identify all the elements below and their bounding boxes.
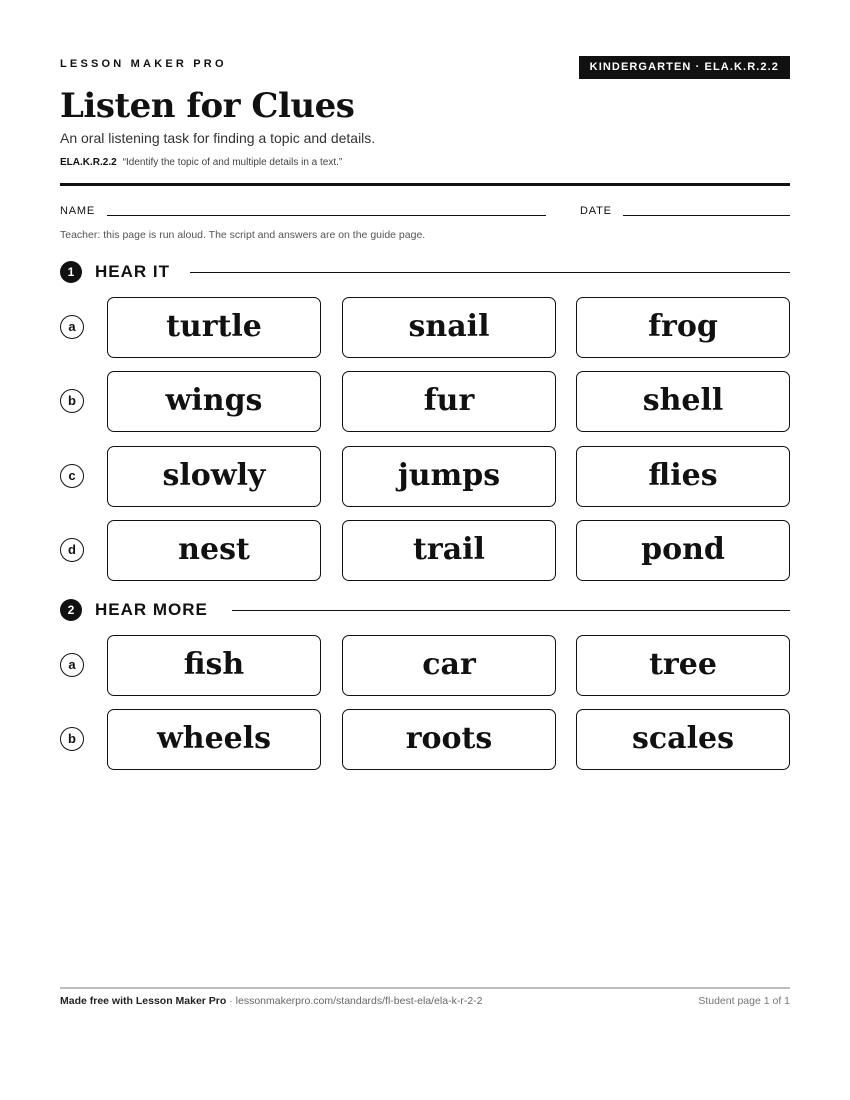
section-rule — [232, 610, 790, 611]
footer-page-label: Student page 1 of 1 — [698, 995, 790, 1007]
standard-text: “Identify the topic of and multiple details in a text.” — [122, 157, 343, 168]
word-card[interactable]: jumps — [342, 446, 556, 507]
word-card[interactable]: fur — [342, 371, 556, 432]
word-card[interactable]: wheels — [107, 709, 321, 770]
date-field[interactable] — [623, 215, 790, 216]
word-card[interactable]: tree — [576, 635, 790, 696]
word-card[interactable]: slowly — [107, 446, 321, 507]
row-letter-badge: d — [60, 538, 84, 562]
footer-made-with: Made free with Lesson Maker Pro — [60, 995, 227, 1007]
section-hear-more — [60, 598, 790, 620]
row-letter-badge: b — [60, 727, 84, 751]
word-card[interactable]: wings — [107, 371, 321, 432]
name-date-row — [60, 204, 790, 220]
standard-line — [60, 157, 342, 168]
footer-divider — [60, 987, 790, 989]
word-card[interactable]: roots — [342, 709, 556, 770]
word-card[interactable]: nest — [107, 520, 321, 581]
top-bar — [60, 56, 790, 80]
page-title: Listen for Clues — [60, 86, 355, 126]
word-card[interactable]: fish — [107, 635, 321, 696]
grade-badge: KINDERGARTEN · ELA.K.R.2.2 — [579, 56, 790, 79]
row-letter-badge: a — [60, 653, 84, 677]
name-label: NAME — [60, 205, 95, 217]
word-row — [60, 297, 790, 359]
header-divider — [60, 183, 790, 186]
word-card[interactable]: frog — [576, 297, 790, 358]
section-number: 1 — [60, 261, 82, 283]
word-card[interactable]: trail — [342, 520, 556, 581]
brand-name: LESSON MAKER PRO — [60, 58, 227, 70]
date-label: DATE — [580, 205, 612, 217]
word-card[interactable]: turtle — [107, 297, 321, 358]
row-letter-badge: a — [60, 315, 84, 339]
worksheet-page — [60, 0, 790, 1100]
row-letter-badge: c — [60, 464, 84, 488]
word-card[interactable]: scales — [576, 709, 790, 770]
word-row — [60, 520, 790, 582]
section-title: HEAR MORE — [95, 600, 208, 619]
word-row — [60, 709, 790, 771]
word-row — [60, 635, 790, 697]
word-card[interactable]: flies — [576, 446, 790, 507]
section-title: HEAR IT — [95, 262, 170, 281]
footer-credit — [60, 995, 483, 1007]
section-number: 2 — [60, 599, 82, 621]
footer-url[interactable]: lessonmakerpro.com/standards/fl-best-ela/ela-k-r-2-2 — [235, 995, 483, 1007]
page-subtitle: An oral listening task for finding a topic and details. — [60, 130, 376, 146]
word-card[interactable]: car — [342, 635, 556, 696]
word-card[interactable]: snail — [342, 297, 556, 358]
word-row — [60, 371, 790, 433]
footer-separator: · — [226, 995, 236, 1007]
name-field[interactable] — [107, 215, 546, 216]
word-row — [60, 446, 790, 508]
row-letter-badge: b — [60, 389, 84, 413]
teacher-note: Teacher: this page is run aloud. The script and answers are on the guide page. — [60, 229, 426, 241]
section-rule — [190, 272, 790, 273]
standard-code: ELA.K.R.2.2 — [60, 157, 117, 168]
word-card[interactable]: shell — [576, 371, 790, 432]
word-card[interactable]: pond — [576, 520, 790, 581]
section-hear-it — [60, 260, 790, 282]
